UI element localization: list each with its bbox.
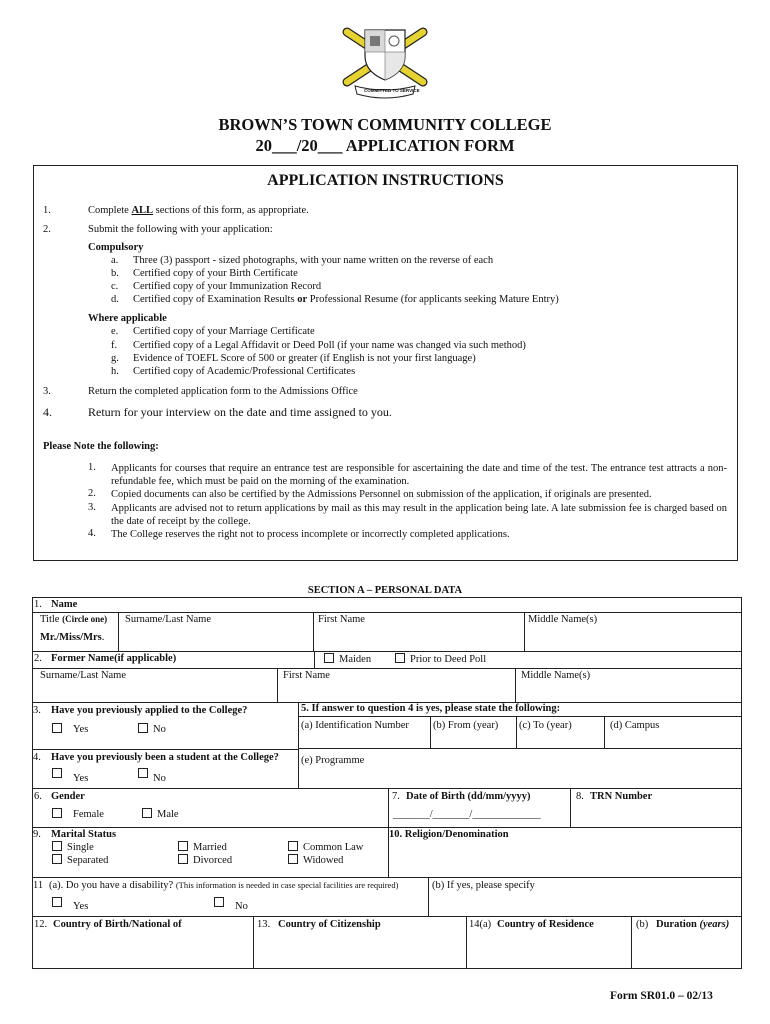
compulsory-item: Three (3) passport - sized photographs, with your name written on the reverse of each <box>133 255 494 266</box>
prior-deed-checkbox[interactable]: Prior to Deed Poll <box>395 653 486 667</box>
campus-field[interactable]: (d) Campus <box>610 720 660 731</box>
compulsory-item: Certified copy of your Birth Certificate <box>133 268 298 279</box>
list-letter: d. <box>111 294 119 305</box>
separated-checkbox[interactable]: Separated <box>52 854 108 868</box>
dob-label: Date of Birth (dd/mm/yyyy) <box>406 791 531 802</box>
married-checkbox[interactable]: Married <box>178 841 227 855</box>
checkbox-icon <box>178 841 188 851</box>
middle-names-field[interactable]: Middle Name(s) <box>528 614 598 625</box>
disability-label: (a). Do you have a disability? (This information is needed in case special facilities are required) <box>49 880 399 891</box>
trn-field[interactable]: TRN Number <box>590 791 653 802</box>
widowed-checkbox[interactable]: Widowed <box>288 854 343 868</box>
student-no-checkbox[interactable]: No <box>138 768 166 782</box>
question-number: 14(a) <box>469 919 492 930</box>
section-a-title: SECTION A – PERSONAL DATA <box>307 585 463 596</box>
instruction-item-3: Return the completed application form to the Admissions Office <box>88 386 358 397</box>
checkbox-icon <box>288 854 298 864</box>
where-applicable-label: Where applicable <box>88 313 167 324</box>
instruction-item-1: Complete ALL sections of this form, as appropriate. <box>88 205 309 216</box>
question-number: 7. <box>392 791 400 802</box>
checkbox-icon <box>324 653 334 663</box>
question-number: 3. <box>33 705 41 716</box>
male-checkbox[interactable]: Male <box>142 808 179 822</box>
where-item: Certified copy of your Marriage Certificate <box>133 326 315 337</box>
name-label: Name <box>51 599 78 610</box>
list-letter: c. <box>111 281 119 292</box>
item-number: 2. <box>43 224 51 235</box>
item-number: 4. <box>43 405 52 419</box>
question-number: 6. <box>34 791 42 802</box>
note-number: 3. <box>88 502 96 513</box>
question-number: 2. <box>34 653 42 664</box>
item-number: 1. <box>43 205 51 216</box>
divorced-checkbox[interactable]: Divorced <box>178 854 232 868</box>
surname-field[interactable]: Surname/Last Name <box>125 614 212 625</box>
applied-yes-checkbox[interactable]: Yes <box>52 723 88 737</box>
compulsory-item: Certified copy of your Immunization Record <box>133 281 322 292</box>
question-number: 8. <box>576 791 584 802</box>
college-name: BROWN’S TOWN COMMUNITY COLLEGE <box>218 115 552 134</box>
country-of-birth-field[interactable]: Country of Birth/National of <box>53 919 182 930</box>
checkbox-icon <box>52 897 62 907</box>
question-number: (b) <box>636 919 649 930</box>
instruction-item-2: Submit the following with your application: <box>88 224 273 235</box>
list-letter: h. <box>111 366 119 377</box>
list-letter: b. <box>111 268 119 279</box>
student-yes-checkbox[interactable]: Yes <box>52 768 88 782</box>
q5-label: 5. If answer to question 4 is yes, please state the following: <box>301 703 561 714</box>
duration-field[interactable]: Duration (years) <box>656 919 730 930</box>
checkbox-icon <box>52 854 62 864</box>
checkbox-icon <box>52 723 62 733</box>
list-letter: g. <box>111 353 119 364</box>
title-options[interactable]: Mr./Miss/Mrs. <box>40 632 105 643</box>
former-middle-names-field[interactable]: Middle Name(s) <box>521 670 591 681</box>
checkbox-icon <box>288 841 298 851</box>
dob-input[interactable]: _______/_______/_____________ <box>393 809 541 820</box>
note-number: 4. <box>88 528 96 539</box>
instructions-title: APPLICATION INSTRUCTIONS <box>267 172 504 189</box>
list-letter: f. <box>111 340 118 351</box>
disability-specify-field[interactable]: (b) If yes, please specify <box>432 880 535 891</box>
where-item: Evidence of TOEFL Score of 500 or greater (if English is not your first language) <box>133 353 476 364</box>
note-title: Please Note the following: <box>43 441 159 452</box>
residence-field[interactable]: Country of Residence <box>497 919 594 930</box>
disability-no-checkbox[interactable]: No <box>214 897 248 911</box>
checkbox-icon <box>178 854 188 864</box>
checkbox-icon <box>214 897 224 907</box>
former-surname-field[interactable]: Surname/Last Name <box>40 670 127 681</box>
applied-no-checkbox[interactable]: No <box>138 723 166 737</box>
title-label: Title (Circle one) <box>40 614 108 625</box>
first-name-field[interactable]: First Name <box>318 614 365 625</box>
list-letter: a. <box>111 255 119 266</box>
checkbox-icon <box>138 723 148 733</box>
checkbox-icon <box>52 768 62 778</box>
form-title: 20___/20___ APPLICATION FORM <box>255 136 515 155</box>
disability-yes-checkbox[interactable]: Yes <box>52 897 88 911</box>
to-year-field[interactable]: (c) To (year) <box>519 720 572 731</box>
former-first-name-field[interactable]: First Name <box>283 670 330 681</box>
question-number: 13. <box>257 919 271 930</box>
programme-field[interactable]: (e) Programme <box>301 755 365 766</box>
female-checkbox[interactable]: Female <box>52 808 104 822</box>
item-number: 3. <box>43 386 51 397</box>
single-checkbox[interactable]: Single <box>52 841 94 855</box>
note-item: Applicants are advised not to return applications by mail as this may result in the application being late. A late submission fee is charged based on the date of receipt by the college. <box>111 503 727 527</box>
gender-label: Gender <box>51 791 85 802</box>
checkbox-icon <box>395 653 405 663</box>
identification-number-field[interactable]: (a) Identification Number <box>301 720 409 731</box>
question-number: 12. <box>34 919 48 930</box>
note-number: 2. <box>88 488 96 499</box>
where-item: Certified copy of a Legal Affidavit or Deed Poll (if your name was changed via such method) <box>133 340 526 351</box>
checkbox-icon <box>52 841 62 851</box>
previous-student-label: Have you previously been a student at the College? <box>51 752 279 763</box>
question-number: 1. <box>34 599 42 610</box>
previously-applied-label: Have you previously applied to the College? <box>51 705 248 716</box>
citizenship-field[interactable]: Country of Citizenship <box>278 919 381 930</box>
where-item: Certified copy of Academic/Professional Certificates <box>133 366 356 377</box>
logo-motto: COMMITTED TO SERVICE <box>364 88 420 93</box>
list-letter: e. <box>111 326 119 337</box>
question-number: 9. <box>33 829 41 840</box>
former-name-label: Former Name(if applicable) <box>51 653 177 664</box>
common-law-checkbox[interactable]: Common Law <box>288 841 363 855</box>
form-code: Form SR01.0 – 02/13 <box>610 990 713 1002</box>
maiden-checkbox[interactable]: Maiden <box>324 653 371 667</box>
religion-field[interactable]: 10. Religion/Denomination <box>389 829 509 840</box>
note-item: Copied documents can also be certified by the Admissions Personnel on submission of the application, if originals are presented. <box>111 489 652 500</box>
checkbox-icon <box>52 808 62 818</box>
compulsory-label: Compulsory <box>88 242 144 253</box>
question-number: 11 <box>33 880 44 891</box>
checkbox-icon <box>142 808 152 818</box>
marital-status-label: Marital Status <box>51 829 117 840</box>
from-year-field[interactable]: (b) From (year) <box>433 720 499 731</box>
checkbox-icon <box>138 768 148 778</box>
note-item: The College reserves the right not to process incomplete or incorrectly completed applications. <box>111 529 510 540</box>
note-item: Applicants for courses that require an entrance test are responsible for ascertaining the date and time of the test. The entrance test attracts a non-refundable fee, which must be paid on the morning of the examination. <box>111 463 727 487</box>
question-number: 4. <box>33 752 41 763</box>
note-number: 1. <box>88 462 96 473</box>
instruction-item-4: Return for your interview on the date and time assigned to you. <box>88 405 392 419</box>
compulsory-item: Certified copy of Examination Results or Professional Resume (for applicants seeking Mature Entry) <box>133 294 559 305</box>
